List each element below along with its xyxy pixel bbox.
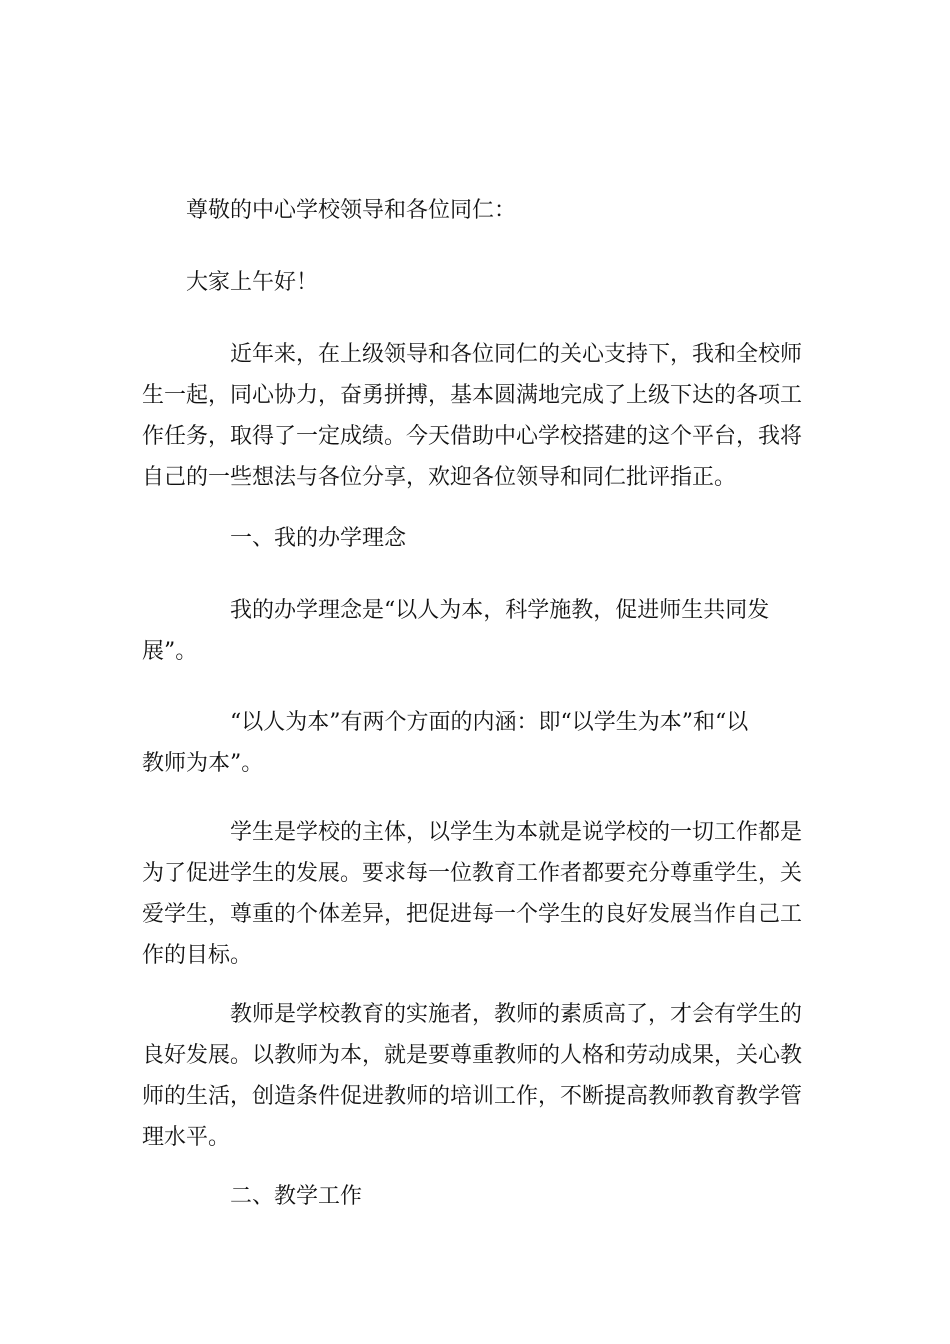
paragraph-students xyxy=(142,818,814,982)
paragraph-line: 我的办学理念是“以人为本，科学施教，促进师生共同发 xyxy=(230,598,770,623)
section-heading-teaching: 二、教学工作 xyxy=(230,1184,363,1209)
paragraph-line: 为了促进学生的发展。要求每一位教育工作者都要充分尊重学生，关 xyxy=(142,861,803,886)
paragraph-line: 理水平。 xyxy=(142,1125,231,1150)
section-heading-philosophy: 一、我的办学理念 xyxy=(230,526,407,551)
paragraph-line: 教师为本”。 xyxy=(142,751,264,776)
paragraph-line: 作的目标。 xyxy=(142,943,253,968)
paragraph-line: 作任务，取得了一定成绩。今天借助中心学校搭建的这个平台，我将 xyxy=(142,424,803,449)
paragraph-line: 近年来，在上级领导和各位同仁的关心支持下，我和全校师 xyxy=(230,342,803,367)
paragraph-line: 生一起，同心协力，奋勇拼搏，基本圆满地完成了上级下达的各项工 xyxy=(142,383,803,408)
paragraph-intro xyxy=(142,340,814,504)
paragraph-teachers xyxy=(142,1000,814,1164)
greeting: 大家上午好！ xyxy=(186,270,319,295)
salutation: 尊敬的中心学校领导和各位同仁： xyxy=(186,198,517,223)
paragraph-line: 良好发展。以教师为本，就是要尊重教师的人格和劳动成果，关心教 xyxy=(142,1043,803,1068)
paragraph-line: 教师是学校教育的实施者，教师的素质高了，才会有学生的 xyxy=(230,1002,803,1027)
paragraph-line: 学生是学校的主体，以学生为本就是说学校的一切工作都是 xyxy=(230,820,803,845)
paragraph-philosophy xyxy=(142,596,814,678)
paragraph-line: 自己的一些想法与各位分享，欢迎各位领导和同仁批评指正。 xyxy=(142,465,737,490)
paragraph-line: 师的生活，创造条件促进教师的培训工作，不断提高教师教育教学管 xyxy=(142,1084,803,1109)
paragraph-line: 爱学生，尊重的个体差异，把促进每一个学生的良好发展当作自己工 xyxy=(142,902,803,927)
paragraph-line: “以人为本”有两个方面的内涵：即“以学生为本”和“以 xyxy=(230,710,749,735)
paragraph-line: 展”。 xyxy=(142,639,198,664)
paragraph-people-oriented xyxy=(142,708,814,790)
